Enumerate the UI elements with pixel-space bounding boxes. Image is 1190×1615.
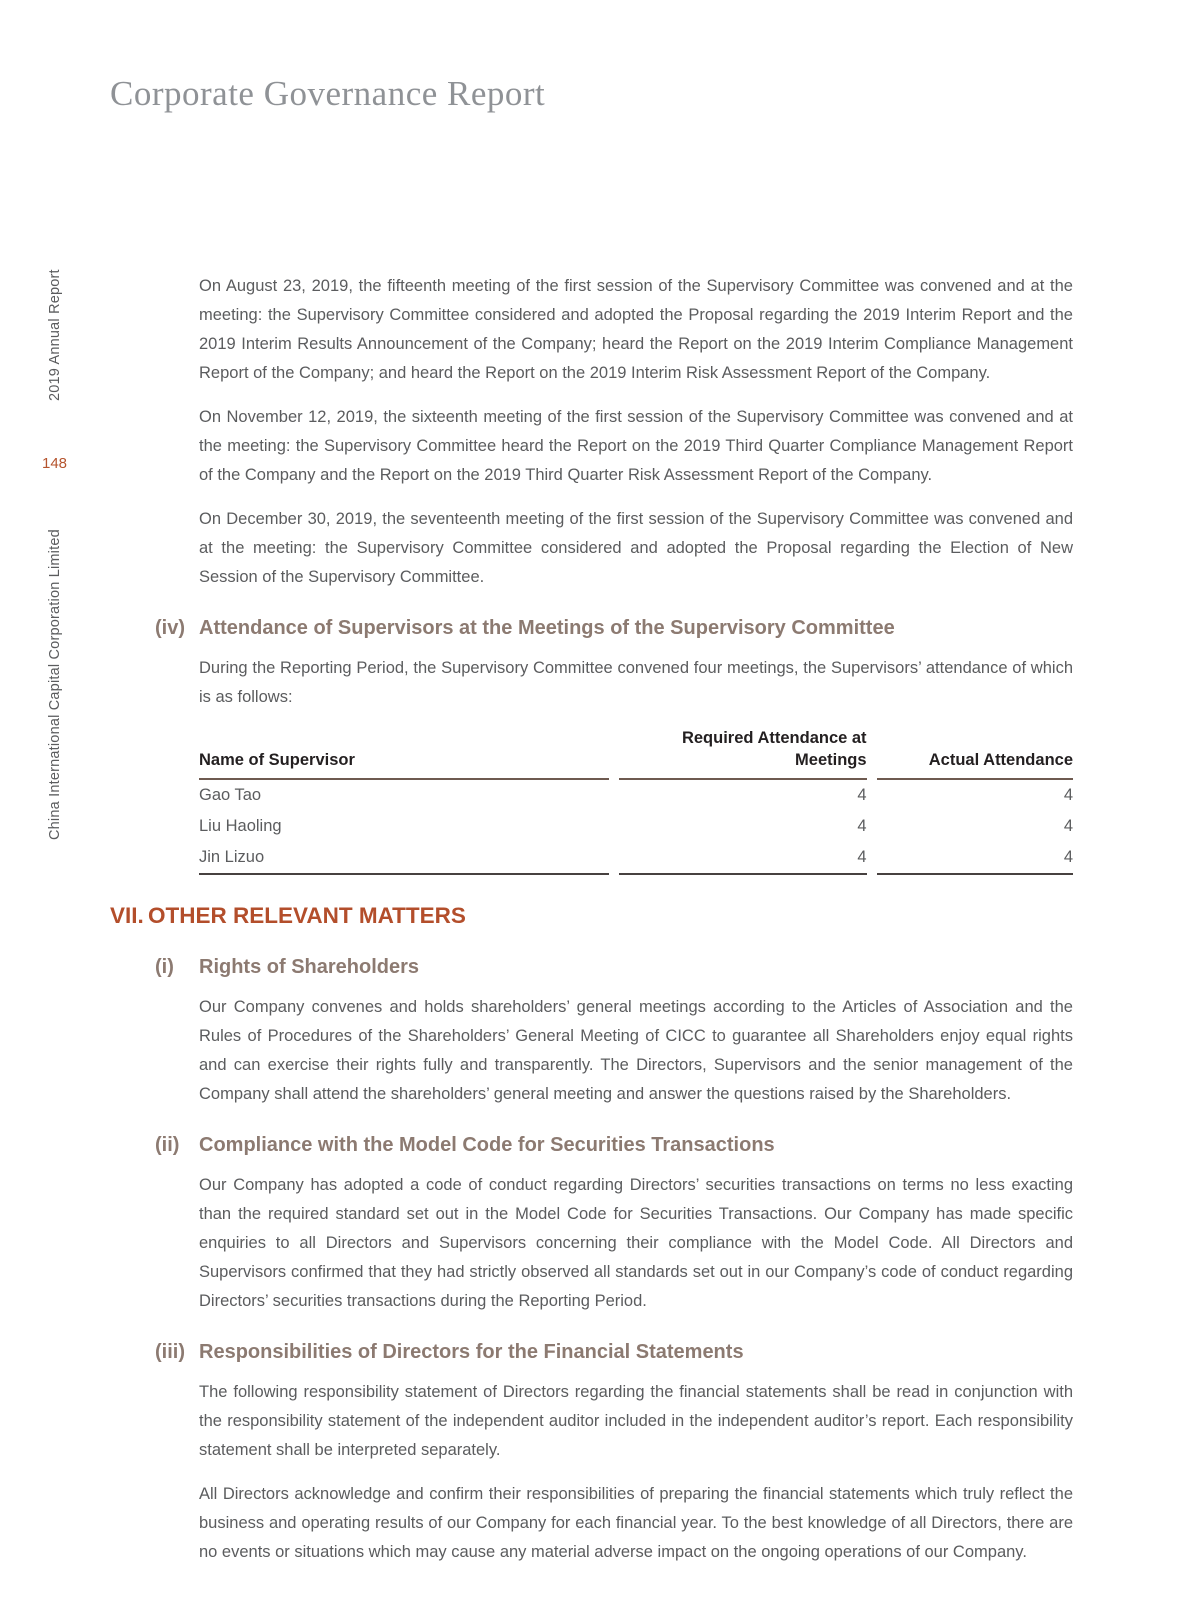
supervisor-name: Liu Haoling: [199, 817, 282, 835]
section-iv-heading: [155, 615, 1073, 641]
subsection-i-heading: [155, 954, 1073, 980]
actual-attendance-value: 4: [877, 842, 1073, 875]
required-attendance-value: 4: [857, 786, 867, 804]
section-iv-intro: During the Reporting Period, the Supervisory Committee convened four meetings, the Supervisors’ attendance of which is as follows:: [199, 659, 1073, 706]
subsection-iii-label: (iii): [155, 1341, 185, 1363]
section-vii-title: OTHER RELEVANT MATTERS: [148, 903, 466, 928]
required-attendance-value: 4: [857, 817, 867, 835]
required-attendance-value: 4: [619, 842, 867, 875]
table-row: [199, 842, 1073, 875]
supervisor-name: Gao Tao: [199, 786, 262, 804]
section-vii-label: VII.: [110, 903, 144, 928]
meeting-paragraph: On August 23, 2019, the fifteenth meeting of the first session of the Supervisory Committee was convened and at the meeting: the Supervisory Committee considered and adopted the Proposal regarding the 2019 Interim Report and the 2019 Interim Results Announcement of the Company; heard the Report on the 2019 Interim Compliance Management Report of the Company; and heard the Report on the 2019 Interim Risk Assessment Report of the Company.: [199, 277, 1073, 382]
supervisor-name: Jin Lizuo: [199, 842, 609, 875]
column-header-actual: Actual Attendance: [877, 727, 1073, 780]
column-header-name: Name of Supervisor: [199, 727, 609, 780]
main-content: [110, 272, 1073, 1567]
attendance-table-wrap: [189, 727, 1083, 875]
subsection-ii-title: Compliance with the Model Code for Securities Transactions: [199, 1134, 775, 1156]
subsection-iii-heading: [155, 1339, 1073, 1365]
subsection-iii-title: Responsibilities of Directors for the Financial Statements: [199, 1341, 744, 1363]
column-header-required-line2: Meetings: [795, 751, 867, 769]
subsection-i-title: Rights of Shareholders: [199, 956, 420, 978]
attendance-table: [189, 727, 1083, 875]
section-iv-title: Attendance of Supervisors at the Meetings of the Supervisory Committee: [199, 617, 895, 639]
table-row: [199, 811, 1073, 842]
subsection-paragraph: Our Company has adopted a code of conduct regarding Directors’ securities transactions on terms no less exacting than the required standard set out in the Model Code for Securities Transactions. Our Company has made specific enquiries to all Directors and Supervisors concerning their compliance with the Model Code. All Directors and Supervisors confirmed that they had strictly observed all standards set out in our Company’s code of conduct regarding Directors’ securities transactions during the Reporting Period.: [199, 1176, 1073, 1310]
column-header-required: [619, 727, 867, 780]
attendance-table-header: [199, 727, 1073, 780]
subsection-ii-label: (ii): [155, 1134, 180, 1156]
meeting-paragraph: On November 12, 2019, the sixteenth meeting of the first session of the Supervisory Committee was convened and at the meeting: the Supervisory Committee heard the Report on the 2019 Third Quarter Compliance Management Report of the Company and the Report on the 2019 Third Quarter Risk Assessment Report of the Company.: [199, 408, 1073, 484]
sidebar-annual-report-label: 2019 Annual Report: [47, 269, 63, 401]
section-iv-label: (iv): [155, 617, 185, 639]
subsection-paragraph: Our Company convenes and holds shareholders’ general meetings according to the Articles of Association and the Rules of Procedures of the Shareholders’ General Meeting of CICC to guarantee all Shareholders enjoy equal rights and can exercise their rights fully and transparently. The Directors, Supervisors and the senior management of the Company shall attend the shareholders’ general meeting and answer the questions raised by the Shareholders.: [199, 998, 1073, 1103]
subsection-directors-responsibilities: [155, 1339, 1073, 1567]
actual-attendance-value: 4: [1063, 817, 1073, 835]
table-row: [199, 780, 1073, 811]
sidebar-company-name: China International Capital Corporation Limited: [47, 529, 63, 840]
meeting-paragraph: On December 30, 2019, the seventeenth meeting of the first session of the Supervisory Committee was convened and at the meeting: the Supervisory Committee considered and adopted the Proposal regarding the Election of New Session of the Supervisory Committee.: [199, 510, 1073, 586]
section-other-relevant-matters: [110, 901, 1073, 1567]
subsection-ii-heading: [155, 1132, 1073, 1158]
subsection-model-code-compliance: [155, 1132, 1073, 1316]
subsection-rights-of-shareholders: [155, 954, 1073, 1109]
subsection-i-label: (i): [155, 956, 174, 978]
page-title: Corporate Governance Report: [110, 74, 546, 113]
actual-attendance-value: 4: [1063, 786, 1073, 804]
column-header-required-line1: Required Attendance at: [681, 729, 867, 747]
page-number: 148: [42, 455, 68, 472]
section-attendance: [155, 615, 1073, 875]
subsection-paragraph: All Directors acknowledge and confirm their responsibilities of preparing the financial statements which truly reflect the business and operating results of our Company for each financial year. To the best knowledge of all Directors, there are no events or situations which may cause any material adverse impact on the ongoing operations of our Company.: [199, 1485, 1073, 1561]
section-vii-heading: [110, 901, 1073, 931]
subsection-paragraph: The following responsibility statement of Directors regarding the financial statements shall be read in conjunction with the responsibility statement of the independent auditor included in the independent auditor’s report. Each responsibility statement shall be interpreted separately.: [199, 1383, 1073, 1459]
